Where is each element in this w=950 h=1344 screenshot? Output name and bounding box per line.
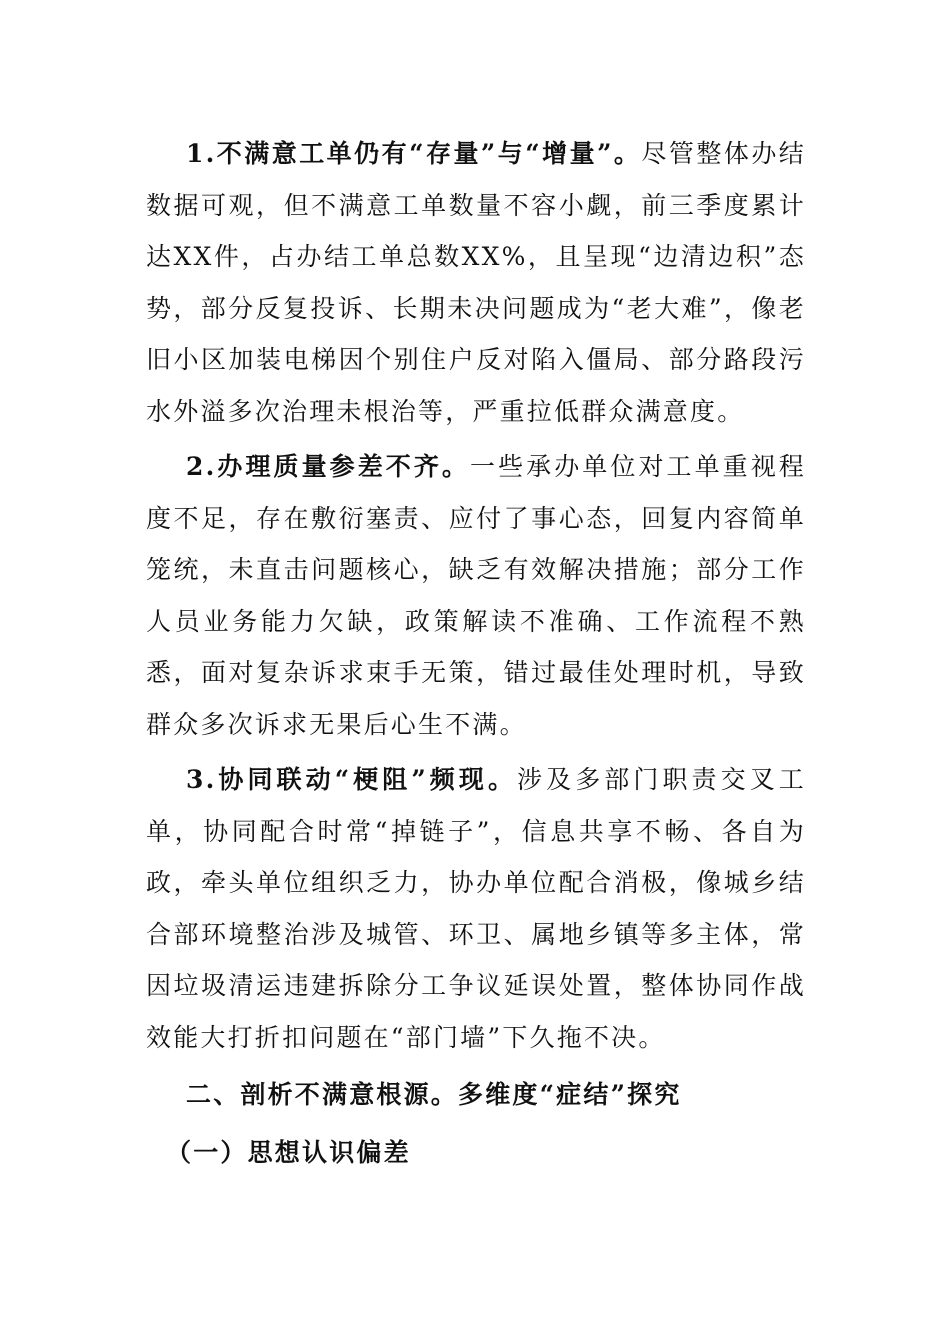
section-heading: 二、剖析不满意根源。多维度“症结”探究 [186, 1080, 682, 1109]
paragraph-body: 涉及多部门职责交叉工单，协同配合时常“掉链子”，信息共享不畅、各自为政，牵头单位组织乏力，协办单位配合消极，像城乡结合部环境整治涉及城管、环卫、属地乡镇等多主体，常因垃圾清运违建拆除分工争议延误处置，整体协同作战效能大打折扣问题在“部门墙”下久拖不决。 [146, 765, 806, 1052]
paragraph-unresolved-tickets [146, 128, 806, 437]
paragraph-body: 尽管整体办结数据可观，但不满意工单数量不容小觑，前三季度累计达XX件，占办结工单总数XX%，且呈现“边清边积”态势，部分反复投诉、长期未决问题成为“老大难”，像老旧小区加装电梯因个别住户反对陷入僵局、部分路段污水外溢多次治理未根治等，严重拉低群众满意度。 [146, 139, 807, 426]
paragraph-body: 一些承办单位对工单重视程度不足，存在敷衍塞责、应付了事心态，回复内容简单笼统，未直击问题核心，缺乏有效解决措施；部分工作人员业务能力欠缺，政策解读不准确、工作流程不熟悉，面对复杂诉求束手无策，错过最佳处理时机，导致群众多次诉求无果后心生不满。 [146, 452, 806, 739]
document-page [146, 128, 806, 1178]
paragraph-handling-quality [146, 441, 806, 750]
paragraph-lead: 3.协同联动“梗阻”频现。 [186, 765, 518, 794]
paragraph-lead: 1.不满意工单仍有“存量”与“增量”。 [186, 139, 642, 168]
paragraph-lead: 2.办理质量参差不齐。 [186, 452, 471, 481]
subsection-heading: （一）思想认识偏差 [166, 1137, 411, 1167]
paragraph-coordination [146, 754, 806, 1063]
